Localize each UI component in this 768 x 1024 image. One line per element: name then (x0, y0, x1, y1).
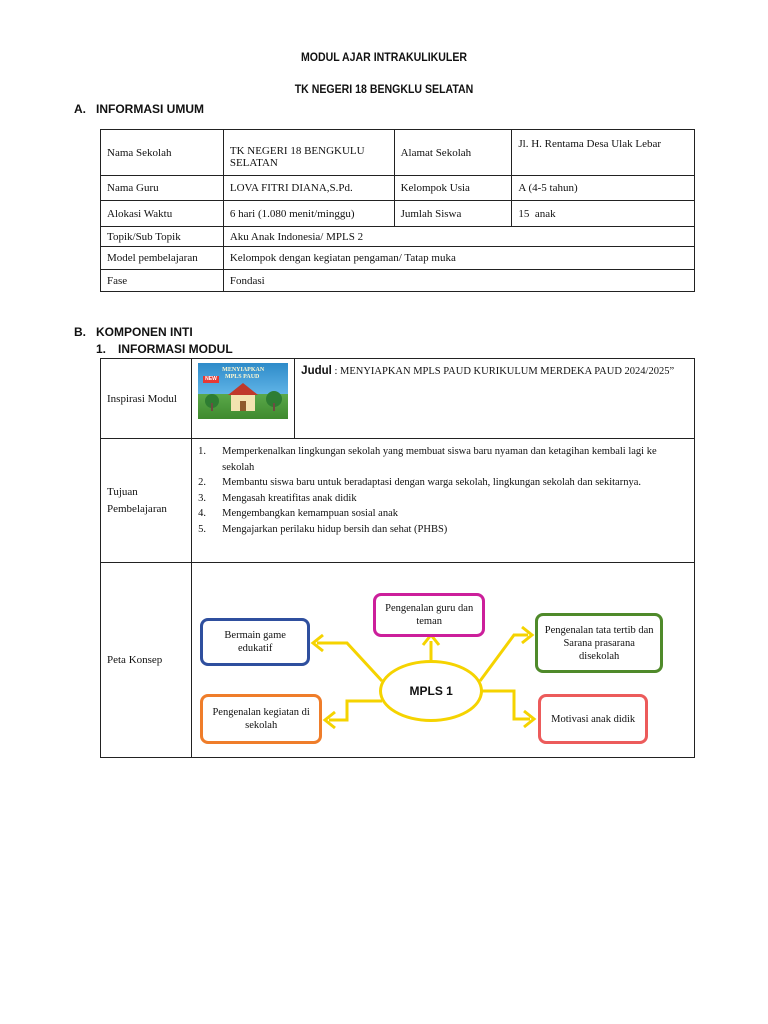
label-kelompok-usia: Kelompok Usia (394, 176, 512, 201)
label-nama-sekolah: Nama Sekolah (101, 130, 224, 176)
value-alokasi-waktu: 6 hari (1.080 menit/minggu) (223, 201, 394, 227)
section-a-title: INFORMASI UMUM (96, 102, 204, 116)
value-fase: Fondasi (223, 270, 694, 292)
label-model: Model pembelajaran (101, 247, 224, 270)
value-model: Kelompok dengan kegiatan pengaman/ Tatap muka (223, 247, 694, 270)
subsection-1-heading (96, 342, 233, 356)
thumbnail-title: MENYIAPKAN MPLS PAUD (222, 367, 265, 380)
arrow-to-left-top (317, 643, 382, 681)
school-title: TK NEGERI 18 BENGKLU SELATAN (294, 82, 474, 96)
node-motivasi-anak: Motivasi anak didik (538, 694, 648, 744)
label-alamat-sekolah: Alamat Sekolah (394, 130, 512, 176)
node-pengenalan-guru: Pengenalan guru dan teman (373, 593, 485, 637)
tujuan-cell (192, 439, 695, 563)
table-row (101, 227, 695, 247)
label-tujuan-pembelajaran: Tujuan Pembelajaran (101, 439, 192, 563)
tujuan-item-text: Mengajarkan perilaku hidup bersih dan sehat (PHBS) (222, 523, 448, 535)
tujuan-item (198, 506, 688, 522)
tujuan-item (198, 444, 688, 475)
mpls-thumbnail-image (198, 363, 288, 419)
tujuan-item-number: 1. (198, 446, 207, 457)
judul-value: : MENYIAPKAN MPLS PAUD KURIKULUM MERDEKA PAUD 2024/2025” (331, 366, 675, 377)
value-nama-sekolah: TK NEGERI 18 BENGKULU SELATAN (223, 130, 394, 176)
label-fase: Fase (101, 270, 224, 292)
tujuan-item-text: Memperkenalkan lingkungan sekolah yang membuat siswa baru nyaman dan ketagihan kembali lagi ke sekolah (222, 446, 657, 473)
tujuan-item-number: 5. (198, 523, 207, 535)
table-row (101, 359, 695, 439)
section-b-letter: B. (74, 325, 86, 339)
value-topik: Aku Anak Indonesia/ MPLS 2 (223, 227, 694, 247)
tujuan-item-number: 3. (198, 492, 207, 504)
subsection-1-number: 1. (96, 342, 107, 356)
peta-konsep-cell (192, 563, 695, 758)
section-a-heading (74, 102, 204, 116)
label-inspirasi-modul: Inspirasi Modul (101, 359, 192, 439)
informasi-umum-table (100, 129, 695, 292)
node-center-mpls: MPLS 1 (379, 660, 483, 722)
tujuan-item-number: 4. (198, 508, 207, 519)
tujuan-item-text: Membantu siswa baru untuk beradaptasi dengan warga sekolah, lingkungan sekolah dan sekitarnya. (222, 477, 641, 488)
section-b-heading (74, 325, 193, 339)
table-row (101, 563, 695, 758)
judul-label: Judul (301, 365, 332, 377)
value-kelompok-usia: A (4-5 tahun) (512, 176, 695, 201)
node-pengenalan-tata-tertib: Pengenalan tata tertib dan Sarana prasarana disekolah (535, 613, 663, 673)
table-row (101, 176, 695, 201)
judul-cell (295, 359, 695, 439)
section-a-letter: A. (74, 102, 86, 116)
table-row (101, 247, 695, 270)
tujuan-item (198, 491, 688, 507)
tujuan-item-text: Mengembangkan kemampuan sosial anak (222, 508, 398, 519)
value-jumlah-siswa: 15 anak (512, 201, 695, 227)
table-row (101, 201, 695, 227)
arrow-to-right-top (480, 635, 528, 681)
tujuan-item (198, 475, 688, 491)
thumbnail-badge: NEW (205, 376, 217, 382)
arrow-to-left-bottom (329, 701, 382, 720)
value-alamat-sekolah: Jl. H. Rentama Desa Ulak Lebar (512, 130, 695, 176)
table-row (101, 439, 695, 563)
node-pengenalan-kegiatan: Pengenalan kegiatan di sekolah (200, 694, 322, 744)
tujuan-item (198, 522, 688, 538)
label-jumlah-siswa: Jumlah Siswa (394, 201, 512, 227)
arrow-to-right-bottom (480, 691, 530, 719)
subsection-1-title: INFORMASI MODUL (118, 342, 233, 356)
informasi-modul-table (100, 358, 695, 758)
document-title: MODUL AJAR INTRAKULIKULER (300, 50, 468, 64)
table-row (101, 130, 695, 176)
label-topik: Topik/Sub Topik (101, 227, 224, 247)
tujuan-list (198, 444, 688, 537)
concept-map (192, 563, 692, 757)
value-nama-guru: LOVA FITRI DIANA,S.Pd. (223, 176, 394, 201)
label-nama-guru: Nama Guru (101, 176, 224, 201)
node-bermain-game: Bermain game edukatif (200, 618, 310, 666)
table-row (101, 270, 695, 292)
label-peta-konsep: Peta Konsep (101, 563, 192, 758)
tujuan-item-text: Mengasah kreatifitas anak didik (222, 492, 357, 504)
label-alokasi-waktu: Alokasi Waktu (101, 201, 224, 227)
inspirasi-thumbnail-cell (192, 359, 295, 439)
tujuan-item-number: 2. (198, 477, 207, 488)
section-b-title: KOMPONEN INTI (96, 325, 193, 339)
